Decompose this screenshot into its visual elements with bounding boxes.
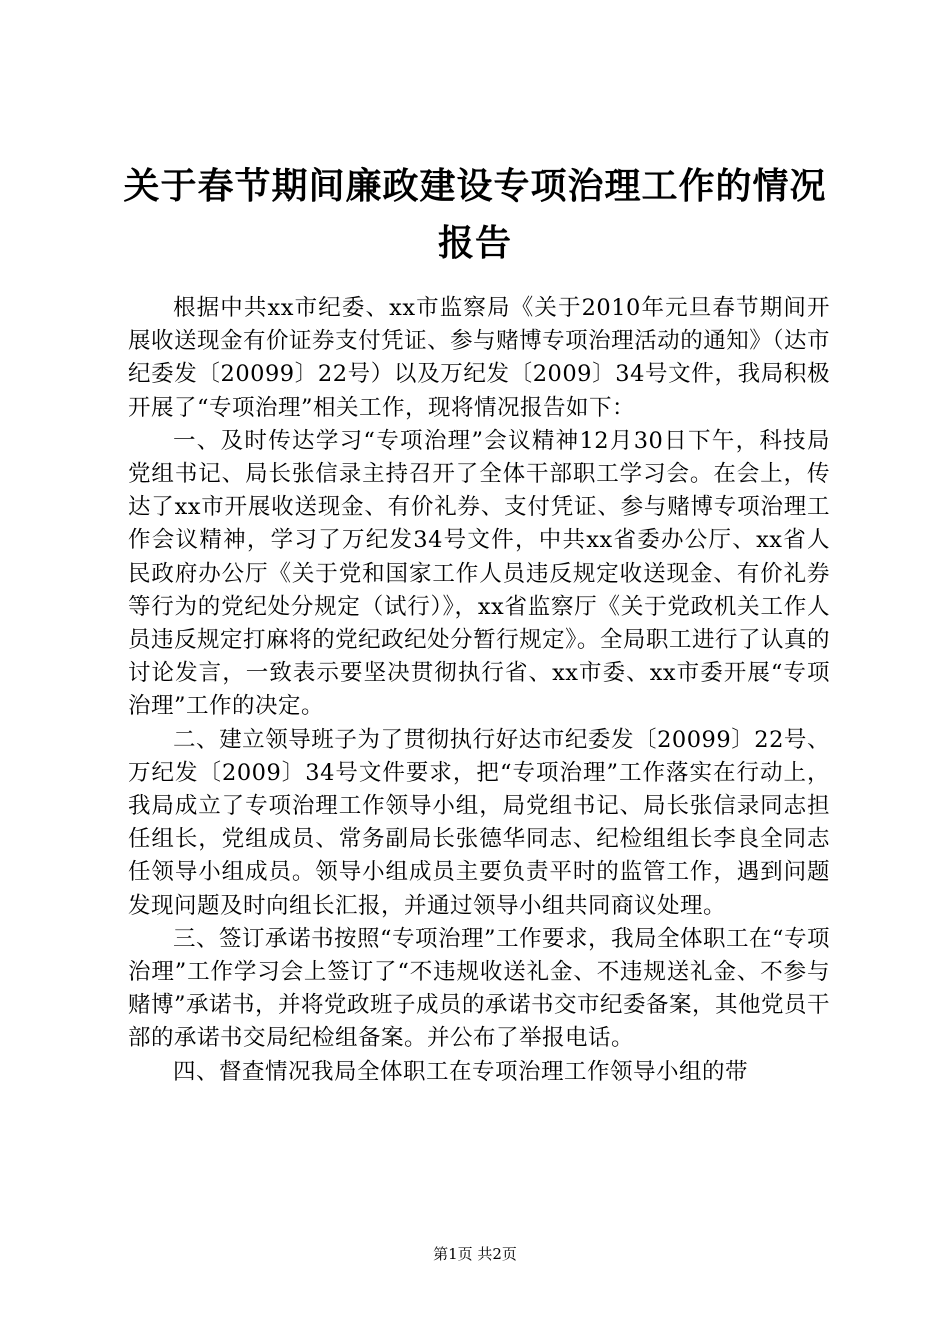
paragraph-section-2: 二、建立领导班子为了贯彻执行好达市纪委发〔20099〕22号、万纪发〔2009〕34号文件要求，把“专项治理”工作落实在行动上，我局成立了专项治理工作领导小组，局党组书记、局长张信录同志担任组长，党组成员、常务副局长张德华同志、纪检组组长李良全同志任领导小组成员。领导小组成员主要负责平时的监管工作，遇到问题发现问题及时向组长汇报，并通过领导小组共同商议处理。	[128, 726, 830, 919]
document-body	[128, 292, 830, 1089]
paragraph-section-4: 四、督查情况我局全体职工在专项治理工作领导小组的带	[173, 1058, 749, 1085]
document-title: 关于春节期间廉政建设专项治理工作的情况报告	[123, 165, 827, 264]
paragraph-section-1: 一、及时传达学习“专项治理”会议精神12月30日下午，科技局党组书记、局长张信录主持召开了全体干部职工学习会。在会上，传达了xx市开展收送现金、有价礼券、支付凭证、参与赌博专项治理工作会议精神，学习了万纪发34号文件，中共xx省委办公厅、xx省人民政府办公厅《关于党和国家工作人员违反规定收送现金、有价礼券等行为的党纪处分规定（试行）》，xx省监察厅《关于党政机关工作人员违反规定打麻将的党纪政纪处分暂行规定》。全局职工进行了认真的讨论发言，一致表示要坚决贯彻执行省、xx市委、xx市委开展“专项治理”工作的决定。	[128, 427, 830, 720]
paragraph-intro: 根据中共xx市纪委、xx市监察局《关于2010年元旦春节期间开展收送现金有价证券支付凭证、参与赌博专项治理活动的通知》（达市纪委发〔20099〕22号）以及万纪发〔2009〕34号文件，我局积极开展了“专项治理”相关工作，现将情况报告如下：	[128, 295, 830, 421]
paragraph-section-3: 三、签订承诺书按照“专项治理”工作要求，我局全体职工在“专项治理”工作学习会上签订了“不违规收送礼金、不违规送礼金、不参与赌博”承诺书，并将党政班子成员的承诺书交市纪委备案，其他党员干部的承诺书交局纪检组备案。并公布了举报电话。	[128, 925, 831, 1052]
page-number-footer: 第1页 共2页	[433, 1245, 517, 1263]
